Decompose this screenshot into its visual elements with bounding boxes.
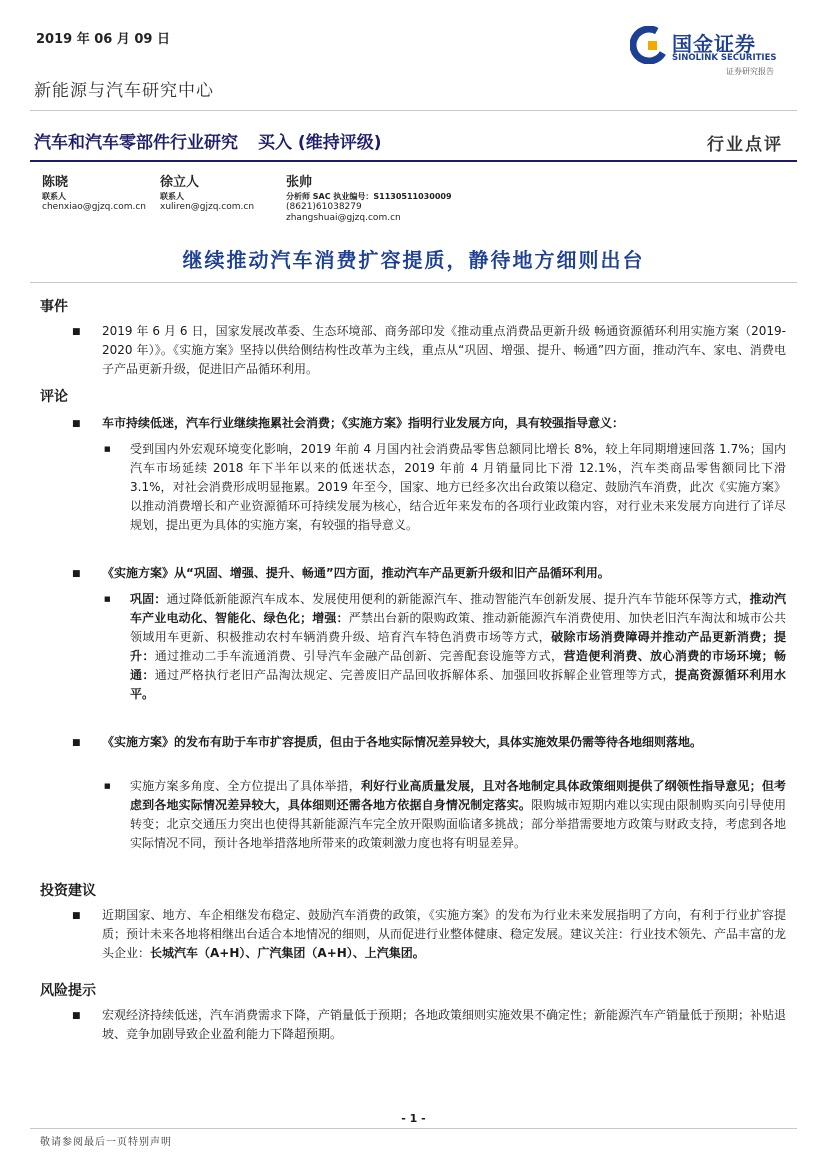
text-plan: 实施方案多角度、全方位提出了具体举措， bbox=[130, 779, 361, 793]
analyst-email[interactable]: xuliren@gjzq.com.cn bbox=[160, 202, 255, 212]
bullet-square-icon: ■ bbox=[72, 327, 81, 337]
bold-upgrade: 营造便利消费、放心消费的市场环境； bbox=[563, 649, 774, 663]
rating: 买入 (维持评级) bbox=[258, 133, 382, 153]
analyst-email[interactable]: zhangshuai@gjzq.com.cn bbox=[286, 213, 401, 223]
bold-strengthen: 破除市场消费障碍并推动产品更新消费； bbox=[551, 630, 774, 644]
analyst-name: 徐立人 bbox=[160, 175, 200, 190]
comment-point-3: 《实施方案》的发布有助于车市扩容提质，但由于各地实际情况差异较大，具体实施效果仍需等待各地细则落地。 bbox=[102, 735, 703, 749]
industry-rating-line bbox=[34, 128, 401, 153]
industry-name: 汽车和汽车零部件行业研究 bbox=[34, 133, 238, 153]
analyst-role: 联系人 bbox=[42, 192, 66, 201]
section-heading-risk: 风险提示 bbox=[40, 983, 96, 999]
comment-point-3-detail bbox=[130, 777, 786, 853]
page-number: - 1 - bbox=[401, 1112, 426, 1125]
company-logo bbox=[630, 26, 800, 86]
text-upgrade: 通过推动二手车流通消费、引导汽车金融产品创新、完善配套设施等方式， bbox=[154, 649, 564, 663]
sub-bullet-icon: ■ bbox=[104, 782, 111, 790]
bold-smooth: 提高资源循环利用水平。 bbox=[130, 668, 786, 701]
comment-point-2: 《实施方案》从“巩固、增强、提升、畅通”四方面，推动汽车产品更新升级和旧产品循环利用。 bbox=[102, 566, 610, 580]
bullet-square-icon: ■ bbox=[72, 419, 81, 429]
text-strengthen: 严禁出台新的限购政策、推动新能源汽车消费使用、加快老旧汽车淘汰和城市公共领域用车更新、积极推动农村车辆消费升级、培育汽车特色消费市场等方式， bbox=[130, 611, 786, 644]
label-strengthen: 增强： bbox=[312, 611, 349, 625]
text-plan-limits: 限购城市短期内难以实现由限制购买向引导使用转变；北京交通压力突出也使得其新能源汽车完全放开限购面临诸多挑战；部分举措需要地方政策与财政支持，考虑到各地实际情况不同，预计各地举措落地所带来的政策刺激力度也将有明显差异。 bbox=[130, 798, 786, 850]
bullet-square-icon: ■ bbox=[72, 738, 81, 748]
text-smooth: 通过严格执行老旧产品淘汰规定、完善废旧产品回收拆解体系、加强回收拆解企业管理等方式， bbox=[154, 668, 675, 682]
section-heading-event: 事件 bbox=[40, 299, 68, 315]
header-divider bbox=[30, 160, 797, 162]
logo-name-en: SINOLINK SECURITIES bbox=[672, 53, 777, 63]
sub-bullet-icon: ■ bbox=[104, 595, 111, 603]
comment-point-1-detail: 受到国内外宏观环境变化影响，2019 年前 4 月国内社会消费品零售总额同比增长 8%，较上年同期增速回落 1.7%；国内汽车市场延续 2018 年下半年以来的低迷状态，2019 年前 4 月销量同比下滑 12.1%，汽车类商品零售额同比下滑 3.1%，对社会消费形成明显拖累。2019 年至今，国家、地方已经多次出台政策以稳定、鼓励汽车消费，此次《实施方案》以推动消费增长和产业资源循环可持续发展为核心，结合近年来发布的各项行业政策内容，对行业未来发展方向进行了详尽规划，提出更为具体的实施方案，有较强的指导意义。 bbox=[130, 442, 786, 532]
label-smooth: 畅通： bbox=[130, 649, 786, 682]
text-consolidate: 通过降低新能源汽车成本、发展使用便利的新能源汽车、推动智能汽车创新发展、提升汽车节能环保等方式， bbox=[166, 592, 750, 606]
comment-point-2-detail bbox=[130, 590, 786, 704]
label-upgrade: 提升： bbox=[130, 630, 786, 663]
bullet-square-icon: ■ bbox=[72, 911, 81, 921]
invest-picks: 长城汽车（A+H）、广汽集团（A+H）、上汽集团。 bbox=[150, 946, 425, 960]
title-divider bbox=[30, 282, 797, 283]
report-date: 2019 年 06 月 09 日 bbox=[36, 32, 170, 47]
analyst-1 bbox=[42, 174, 146, 213]
label-consolidate: 巩固： bbox=[130, 592, 167, 606]
bold-consolidate: 推动汽车产业电动化、智能化、绿色化； bbox=[130, 592, 786, 625]
section-heading-invest: 投资建议 bbox=[40, 883, 96, 899]
invest-text: 近期国家、地方、车企相继发布稳定、鼓励汽车消费的政策，《实施方案》的发布为行业未来发展指明了方向，有利于行业扩容提质；预计未来各地将相继出台适合本地情况的细则，从而促进行业整体健康、稳定发展。建议关注：行业技术领先、产品丰富的龙头企业： bbox=[102, 908, 787, 960]
sub-bullet-icon: ■ bbox=[104, 445, 111, 453]
bullet-square-icon: ■ bbox=[72, 1011, 81, 1021]
footer-divider bbox=[30, 1128, 797, 1129]
top-divider bbox=[30, 110, 797, 111]
analyst-name: 张帅 bbox=[286, 175, 313, 190]
analyst-phone: (8621)61038279 bbox=[286, 202, 362, 212]
invest-paragraph bbox=[102, 906, 786, 963]
analyst-3 bbox=[286, 174, 452, 224]
analyst-role: 分析师 SAC 执业编号：S1130511030009 bbox=[286, 192, 452, 201]
bold-plan: 利好行业高质量发展，且对各地制定具体政策细则提供了纲领性指导意见；但考虑到各地实际情况差异较大，具体细则还需各地方依据自身情况制定落实。 bbox=[130, 779, 786, 812]
section-heading-comment: 评论 bbox=[40, 389, 68, 405]
report-type: 行业点评 bbox=[707, 135, 783, 155]
report-title: 继续推动汽车消费扩容提质，静待地方细则出台 bbox=[182, 248, 645, 272]
logo-name-cn: 国金证券 bbox=[672, 32, 756, 56]
comment-point-1: 车市持续低迷，汽车行业继续拖累社会消费；《实施方案》指明行业发展方向，具有较强指导意义： bbox=[102, 416, 625, 430]
footer-disclaimer: 敬请参阅最后一页特别声明 bbox=[40, 1137, 172, 1148]
analyst-email[interactable]: chenxiao@gjzq.com.cn bbox=[42, 202, 146, 212]
research-center: 新能源与汽车研究中心 bbox=[34, 81, 214, 101]
analyst-role: 联系人 bbox=[160, 192, 184, 201]
risk-paragraph: 宏观经济持续低迷，汽车消费需求下降，产销量低于预期；各地政策细则实施效果不确定性；新能源汽车产销量低于预期；补贴退坡、竞争加剧导致企业盈利能力下降超预期。 bbox=[102, 1008, 787, 1041]
event-paragraph: 2019 年 6 月 6 日，国家发展改革委、生态环境部、商务部印发《推动重点消费品更新升级 畅通资源循环利用实施方案（2019-2020 年）》。《实施方案》坚持以供给侧结构性改革为主线，重点从“巩固、增强、提升、畅通”四方面，推动汽车、家电、消费电子产品更新升级，促进旧产品循环利用。 bbox=[102, 324, 786, 376]
analyst-name: 陈晓 bbox=[42, 175, 69, 190]
sinolink-logo-icon bbox=[630, 26, 668, 64]
logo-subtitle: 证券研究报告 bbox=[726, 67, 774, 76]
bullet-square-icon: ■ bbox=[72, 569, 81, 579]
analyst-2 bbox=[160, 174, 254, 213]
